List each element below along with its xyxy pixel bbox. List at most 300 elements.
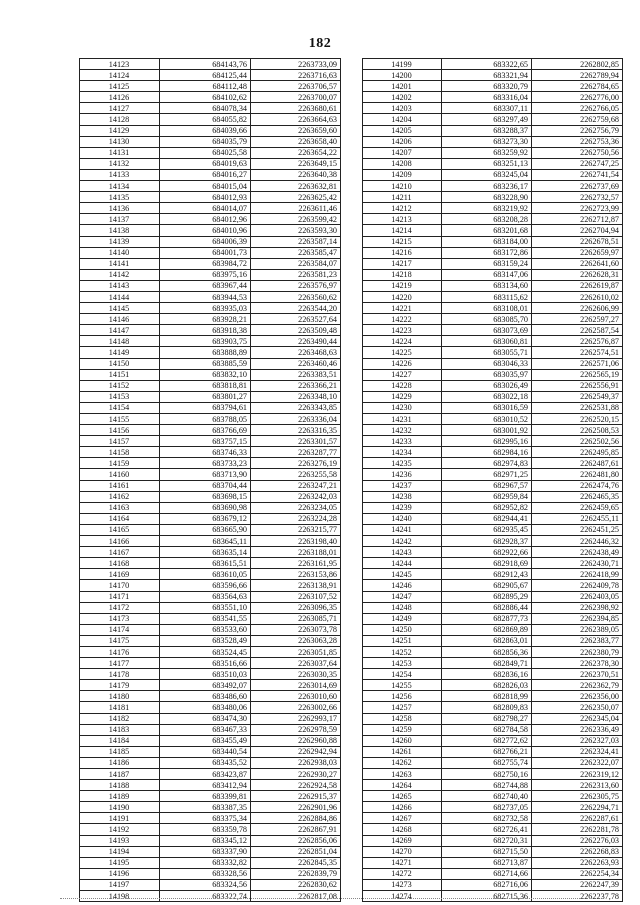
table-row (363, 547, 623, 558)
x-coordinate-cell: 683918,38 (160, 325, 251, 336)
y-coordinate-cell: 2262747,25 (532, 158, 623, 169)
x-coordinate-cell: 683788,05 (160, 414, 251, 425)
y-coordinate-cell: 2262474,76 (532, 480, 623, 491)
point-number-cell: 14123 (80, 59, 160, 70)
x-coordinate-cell: 683337,90 (160, 846, 251, 857)
table-row (80, 669, 341, 680)
table-row (363, 724, 623, 735)
point-number-cell: 14268 (363, 824, 442, 835)
point-number-cell: 14178 (80, 669, 160, 680)
x-coordinate-cell: 683423,87 (160, 769, 251, 780)
x-coordinate-cell: 684112,48 (160, 81, 251, 92)
table-row (80, 402, 341, 413)
y-coordinate-cell: 2262409,78 (532, 580, 623, 591)
table-row (363, 181, 623, 192)
x-coordinate-cell: 682716,06 (442, 879, 532, 890)
table-row (363, 59, 623, 70)
coordinates-table-left (79, 58, 341, 902)
y-coordinate-cell: 2263247,21 (251, 480, 341, 491)
y-coordinate-cell: 2262356,00 (532, 691, 623, 702)
table-row (80, 125, 341, 136)
point-number-cell: 14124 (80, 70, 160, 81)
point-number-cell: 14126 (80, 92, 160, 103)
y-coordinate-cell: 2262378,30 (532, 658, 623, 669)
table-row (80, 502, 341, 513)
x-coordinate-cell: 683022,18 (442, 391, 532, 402)
footer-line (60, 898, 580, 899)
point-number-cell: 14234 (363, 447, 442, 458)
x-coordinate-cell: 683541,55 (160, 613, 251, 624)
point-number-cell: 14252 (363, 646, 442, 657)
point-number-cell: 14251 (363, 635, 442, 646)
y-coordinate-cell: 2262723,99 (532, 203, 623, 214)
y-coordinate-cell: 2262350,07 (532, 702, 623, 713)
point-number-cell: 14218 (363, 269, 442, 280)
x-coordinate-cell: 683528,49 (160, 635, 251, 646)
table-row (80, 624, 341, 635)
table-row (80, 325, 341, 336)
y-coordinate-cell: 2262556,91 (532, 380, 623, 391)
point-number-cell: 14189 (80, 791, 160, 802)
table-row (80, 147, 341, 158)
y-coordinate-cell: 2263468,63 (251, 347, 341, 358)
table-row (80, 724, 341, 735)
y-coordinate-cell: 2263287,77 (251, 447, 341, 458)
x-coordinate-cell: 683885,59 (160, 358, 251, 369)
y-coordinate-cell: 2262784,65 (532, 81, 623, 92)
point-number-cell: 14193 (80, 835, 160, 846)
y-coordinate-cell: 2262263,93 (532, 857, 623, 868)
point-number-cell: 14245 (363, 569, 442, 580)
table-row (80, 258, 341, 269)
x-coordinate-cell: 683698,15 (160, 491, 251, 502)
x-coordinate-cell: 683324,56 (160, 879, 251, 890)
x-coordinate-cell: 682905,67 (442, 580, 532, 591)
point-number-cell: 14227 (363, 369, 442, 380)
y-coordinate-cell: 2263700,07 (251, 92, 341, 103)
y-coordinate-cell: 2262520,15 (532, 414, 623, 425)
x-coordinate-cell: 683201,68 (442, 225, 532, 236)
point-number-cell: 14162 (80, 491, 160, 502)
point-number-cell: 14155 (80, 414, 160, 425)
y-coordinate-cell: 2262403,05 (532, 591, 623, 602)
table-row (363, 735, 623, 746)
x-coordinate-cell: 683208,28 (442, 214, 532, 225)
x-coordinate-cell: 683001,92 (442, 425, 532, 436)
y-coordinate-cell: 2262741,54 (532, 169, 623, 180)
table-row (363, 769, 623, 780)
table-row (80, 524, 341, 535)
table-row (80, 347, 341, 358)
x-coordinate-cell: 682744,88 (442, 780, 532, 791)
x-coordinate-cell: 683510,03 (160, 669, 251, 680)
y-coordinate-cell: 2262704,94 (532, 225, 623, 236)
table-row (80, 536, 341, 547)
table-row (363, 280, 623, 291)
y-coordinate-cell: 2262319,12 (532, 769, 623, 780)
table-row (80, 791, 341, 802)
table-row (363, 558, 623, 569)
x-coordinate-cell: 683010,52 (442, 414, 532, 425)
point-number-cell: 14226 (363, 358, 442, 369)
point-number-cell: 14170 (80, 580, 160, 591)
x-coordinate-cell: 683645,11 (160, 536, 251, 547)
table-row (80, 59, 341, 70)
x-coordinate-cell: 684102,62 (160, 92, 251, 103)
y-coordinate-cell: 2262942,94 (251, 746, 341, 757)
y-coordinate-cell: 2263632,81 (251, 181, 341, 192)
table-row (363, 580, 623, 591)
y-coordinate-cell: 2262938,03 (251, 757, 341, 768)
table-row (80, 225, 341, 236)
x-coordinate-cell: 683375,34 (160, 813, 251, 824)
table-row (80, 447, 341, 458)
point-number-cell: 14256 (363, 691, 442, 702)
y-coordinate-cell: 2263625,42 (251, 192, 341, 203)
table-row (363, 624, 623, 635)
x-coordinate-cell: 684001,73 (160, 247, 251, 258)
point-number-cell: 14223 (363, 325, 442, 336)
point-number-cell: 14146 (80, 314, 160, 325)
table-row (363, 458, 623, 469)
table-row (80, 613, 341, 624)
point-number-cell: 14199 (363, 59, 442, 70)
y-coordinate-cell: 2262867,91 (251, 824, 341, 835)
table-row (363, 746, 623, 757)
x-coordinate-cell: 682715,36 (442, 891, 532, 902)
table-row (363, 214, 623, 225)
y-coordinate-cell: 2262362,79 (532, 680, 623, 691)
y-coordinate-cell: 2262276,03 (532, 835, 623, 846)
y-coordinate-cell: 2262817,08 (251, 891, 341, 902)
point-number-cell: 14127 (80, 103, 160, 114)
table-row (80, 181, 341, 192)
y-coordinate-cell: 2262576,87 (532, 336, 623, 347)
point-number-cell: 14194 (80, 846, 160, 857)
point-number-cell: 14203 (363, 103, 442, 114)
point-number-cell: 14169 (80, 569, 160, 580)
table-row (80, 92, 341, 103)
x-coordinate-cell: 683236,17 (442, 181, 532, 192)
table-row (80, 291, 341, 302)
point-number-cell: 14255 (363, 680, 442, 691)
y-coordinate-cell: 2262759,68 (532, 114, 623, 125)
table-row (363, 136, 623, 147)
table-row (80, 602, 341, 613)
y-coordinate-cell: 2262776,00 (532, 92, 623, 103)
table-row (80, 680, 341, 691)
point-number-cell: 14246 (363, 580, 442, 591)
point-number-cell: 14259 (363, 724, 442, 735)
y-coordinate-cell: 2263030,35 (251, 669, 341, 680)
point-number-cell: 14197 (80, 879, 160, 890)
x-coordinate-cell: 684016,27 (160, 169, 251, 180)
x-coordinate-cell: 683035,97 (442, 369, 532, 380)
x-coordinate-cell: 684143,76 (160, 59, 251, 70)
y-coordinate-cell: 2262281,78 (532, 824, 623, 835)
y-coordinate-cell: 2263255,58 (251, 469, 341, 480)
table-row (80, 569, 341, 580)
y-coordinate-cell: 2262845,35 (251, 857, 341, 868)
x-coordinate-cell: 683975,16 (160, 269, 251, 280)
point-number-cell: 14177 (80, 658, 160, 669)
y-coordinate-cell: 2263002,66 (251, 702, 341, 713)
x-coordinate-cell: 683440,54 (160, 746, 251, 757)
y-coordinate-cell: 2263063,28 (251, 635, 341, 646)
point-number-cell: 14231 (363, 414, 442, 425)
y-coordinate-cell: 2262418,99 (532, 569, 623, 580)
point-number-cell: 14190 (80, 802, 160, 813)
y-coordinate-cell: 2262678,51 (532, 236, 623, 247)
x-coordinate-cell: 682726,41 (442, 824, 532, 835)
point-number-cell: 14224 (363, 336, 442, 347)
table-row (363, 646, 623, 657)
point-number-cell: 14179 (80, 680, 160, 691)
x-coordinate-cell: 682886,44 (442, 602, 532, 613)
table-row (363, 402, 623, 413)
y-coordinate-cell: 2262268,83 (532, 846, 623, 857)
y-coordinate-cell: 2262839,79 (251, 868, 341, 879)
x-coordinate-cell: 683316,04 (442, 92, 532, 103)
table-row (80, 269, 341, 280)
y-coordinate-cell: 2262766,05 (532, 103, 623, 114)
y-coordinate-cell: 2263014,69 (251, 680, 341, 691)
point-number-cell: 14229 (363, 391, 442, 402)
table-row (80, 214, 341, 225)
point-number-cell: 14132 (80, 158, 160, 169)
x-coordinate-cell: 683713,90 (160, 469, 251, 480)
point-number-cell: 14232 (363, 425, 442, 436)
y-coordinate-cell: 2262830,62 (251, 879, 341, 890)
table-row (80, 203, 341, 214)
y-coordinate-cell: 2263010,60 (251, 691, 341, 702)
x-coordinate-cell: 683307,11 (442, 103, 532, 114)
table-row (80, 780, 341, 791)
y-coordinate-cell: 2262737,69 (532, 181, 623, 192)
point-number-cell: 14205 (363, 125, 442, 136)
y-coordinate-cell: 2263188,01 (251, 547, 341, 558)
point-number-cell: 14139 (80, 236, 160, 247)
y-coordinate-cell: 2262394,85 (532, 613, 623, 624)
point-number-cell: 14250 (363, 624, 442, 635)
table-row (363, 225, 623, 236)
y-coordinate-cell: 2262451,25 (532, 524, 623, 535)
y-coordinate-cell: 2263348,10 (251, 391, 341, 402)
x-coordinate-cell: 683332,82 (160, 857, 251, 868)
x-coordinate-cell: 683551,10 (160, 602, 251, 613)
point-number-cell: 14241 (363, 524, 442, 535)
table-row (363, 347, 623, 358)
point-number-cell: 14213 (363, 214, 442, 225)
x-coordinate-cell: 683399,81 (160, 791, 251, 802)
x-coordinate-cell: 684039,66 (160, 125, 251, 136)
point-number-cell: 14207 (363, 147, 442, 158)
table-row (363, 669, 623, 680)
y-coordinate-cell: 2262756,79 (532, 125, 623, 136)
table-row (363, 569, 623, 580)
point-number-cell: 14136 (80, 203, 160, 214)
point-number-cell: 14187 (80, 769, 160, 780)
table-row (363, 81, 623, 92)
table-row (363, 713, 623, 724)
x-coordinate-cell: 683228,90 (442, 192, 532, 203)
y-coordinate-cell: 2262438,49 (532, 547, 623, 558)
y-coordinate-cell: 2262465,35 (532, 491, 623, 502)
x-coordinate-cell: 682918,69 (442, 558, 532, 569)
point-number-cell: 14263 (363, 769, 442, 780)
y-coordinate-cell: 2263706,57 (251, 81, 341, 92)
x-coordinate-cell: 682750,16 (442, 769, 532, 780)
y-coordinate-cell: 2263161,95 (251, 558, 341, 569)
x-coordinate-cell: 683944,53 (160, 291, 251, 302)
y-coordinate-cell: 2263659,60 (251, 125, 341, 136)
table-row (363, 502, 623, 513)
coordinates-table-right (362, 58, 623, 902)
x-coordinate-cell: 683245,04 (442, 169, 532, 180)
point-number-cell: 14235 (363, 458, 442, 469)
table-row (80, 646, 341, 657)
x-coordinate-cell: 682928,37 (442, 536, 532, 547)
y-coordinate-cell: 2262481,80 (532, 469, 623, 480)
x-coordinate-cell: 683533,60 (160, 624, 251, 635)
table-row (363, 147, 623, 158)
table-row (363, 480, 623, 491)
x-coordinate-cell: 682912,43 (442, 569, 532, 580)
x-coordinate-cell: 683435,52 (160, 757, 251, 768)
point-number-cell: 14134 (80, 181, 160, 192)
y-coordinate-cell: 2262978,59 (251, 724, 341, 735)
x-coordinate-cell: 683928,21 (160, 314, 251, 325)
point-number-cell: 14183 (80, 724, 160, 735)
page-number: 182 (308, 36, 332, 51)
x-coordinate-cell: 682952,82 (442, 502, 532, 513)
y-coordinate-cell: 2262336,49 (532, 724, 623, 735)
point-number-cell: 14144 (80, 291, 160, 302)
point-number-cell: 14185 (80, 746, 160, 757)
table-row (80, 735, 341, 746)
table-row (363, 303, 623, 314)
y-coordinate-cell: 2262502,56 (532, 436, 623, 447)
table-row (80, 891, 341, 902)
point-number-cell: 14147 (80, 325, 160, 336)
point-number-cell: 14215 (363, 236, 442, 247)
table-row (363, 846, 623, 857)
point-number-cell: 14214 (363, 225, 442, 236)
y-coordinate-cell: 2263490,44 (251, 336, 341, 347)
y-coordinate-cell: 2263242,03 (251, 491, 341, 502)
y-coordinate-cell: 2262322,07 (532, 757, 623, 768)
x-coordinate-cell: 683322,74 (160, 891, 251, 902)
x-coordinate-cell: 682877,73 (442, 613, 532, 624)
x-coordinate-cell: 683704,44 (160, 480, 251, 491)
table-row (363, 835, 623, 846)
y-coordinate-cell: 2263544,20 (251, 303, 341, 314)
point-number-cell: 14225 (363, 347, 442, 358)
table-row (80, 136, 341, 147)
table-row (363, 103, 623, 114)
y-coordinate-cell: 2263716,63 (251, 70, 341, 81)
point-number-cell: 14271 (363, 857, 442, 868)
table-row (363, 125, 623, 136)
x-coordinate-cell: 682798,27 (442, 713, 532, 724)
y-coordinate-cell: 2263153,86 (251, 569, 341, 580)
y-coordinate-cell: 2262247,39 (532, 879, 623, 890)
point-number-cell: 14208 (363, 158, 442, 169)
point-number-cell: 14159 (80, 458, 160, 469)
point-number-cell: 14266 (363, 802, 442, 813)
y-coordinate-cell: 2263584,07 (251, 258, 341, 269)
table-row (80, 480, 341, 491)
point-number-cell: 14264 (363, 780, 442, 791)
x-coordinate-cell: 684125,44 (160, 70, 251, 81)
y-coordinate-cell: 2262659,97 (532, 247, 623, 258)
x-coordinate-cell: 683564,63 (160, 591, 251, 602)
table-row (363, 358, 623, 369)
point-number-cell: 14149 (80, 347, 160, 358)
y-coordinate-cell: 2263198,40 (251, 536, 341, 547)
x-coordinate-cell: 684035,79 (160, 136, 251, 147)
y-coordinate-cell: 2263215,77 (251, 524, 341, 535)
x-coordinate-cell: 682714,66 (442, 868, 532, 879)
x-coordinate-cell: 682772,62 (442, 735, 532, 746)
table-row (80, 236, 341, 247)
point-number-cell: 14157 (80, 436, 160, 447)
point-number-cell: 14160 (80, 469, 160, 480)
table-row (363, 879, 623, 890)
x-coordinate-cell: 683184,00 (442, 236, 532, 247)
x-coordinate-cell: 684078,34 (160, 103, 251, 114)
table-row (80, 591, 341, 602)
point-number-cell: 14248 (363, 602, 442, 613)
y-coordinate-cell: 2262789,94 (532, 70, 623, 81)
y-coordinate-cell: 2262851,04 (251, 846, 341, 857)
point-number-cell: 14163 (80, 502, 160, 513)
point-number-cell: 14171 (80, 591, 160, 602)
x-coordinate-cell: 682869,89 (442, 624, 532, 635)
y-coordinate-cell: 2262446,32 (532, 536, 623, 547)
y-coordinate-cell: 2262549,37 (532, 391, 623, 402)
y-coordinate-cell: 2263581,23 (251, 269, 341, 280)
table-row (363, 613, 623, 624)
table-row (363, 702, 623, 713)
point-number-cell: 14272 (363, 868, 442, 879)
y-coordinate-cell: 2263301,57 (251, 436, 341, 447)
y-coordinate-cell: 2262389,05 (532, 624, 623, 635)
y-coordinate-cell: 2263037,64 (251, 658, 341, 669)
table-row (80, 824, 341, 835)
y-coordinate-cell: 2263587,14 (251, 236, 341, 247)
y-coordinate-cell: 2262960,88 (251, 735, 341, 746)
x-coordinate-cell: 682995,16 (442, 436, 532, 447)
point-number-cell: 14204 (363, 114, 442, 125)
y-coordinate-cell: 2262802,85 (532, 59, 623, 70)
table-row (80, 746, 341, 757)
table-row (80, 757, 341, 768)
x-coordinate-cell: 684015,04 (160, 181, 251, 192)
table-row (80, 769, 341, 780)
x-coordinate-cell: 684006,39 (160, 236, 251, 247)
y-coordinate-cell: 2263560,62 (251, 291, 341, 302)
y-coordinate-cell: 2263593,30 (251, 225, 341, 236)
y-coordinate-cell: 2263051,85 (251, 646, 341, 657)
x-coordinate-cell: 683359,78 (160, 824, 251, 835)
x-coordinate-cell: 683219,92 (442, 203, 532, 214)
table-row (80, 558, 341, 569)
y-coordinate-cell: 2263224,28 (251, 513, 341, 524)
x-coordinate-cell: 684010,96 (160, 225, 251, 236)
point-number-cell: 14164 (80, 513, 160, 524)
point-number-cell: 14212 (363, 203, 442, 214)
